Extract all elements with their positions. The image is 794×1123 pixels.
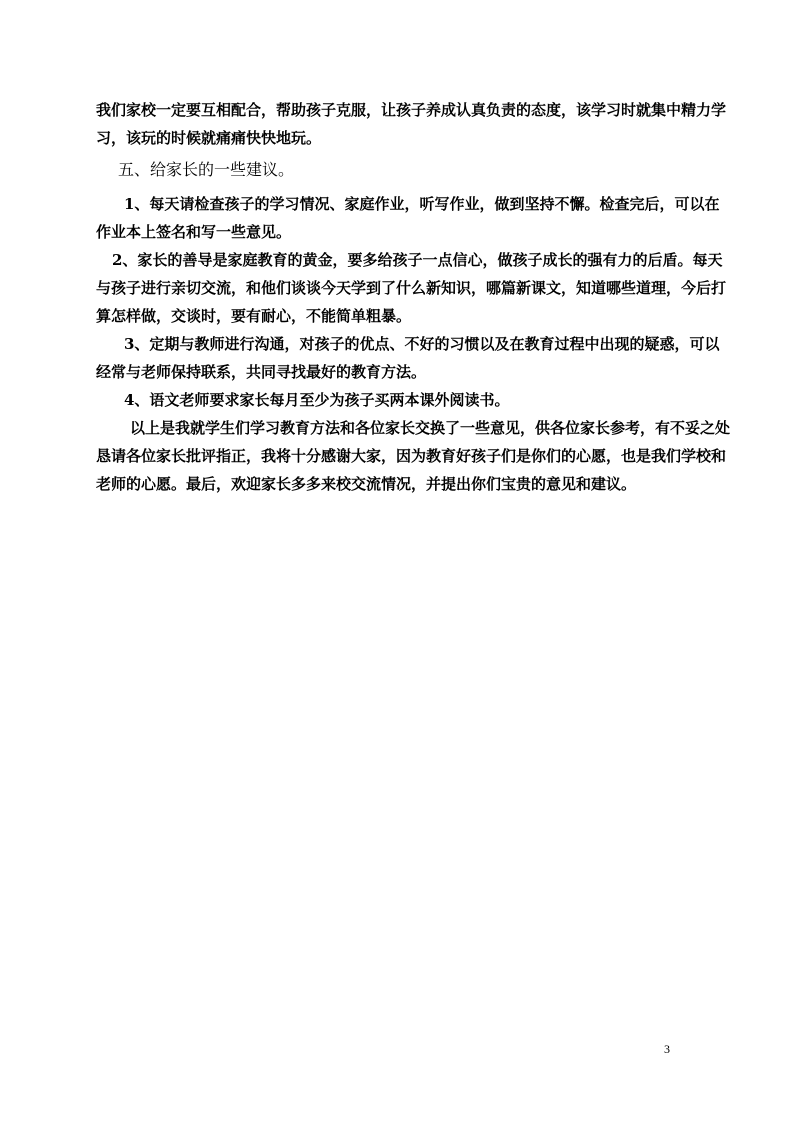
suggestion-3: 3、定期与教师进行沟通，对孩子的优点、不好的习惯以及在教育过程中出现的疑惑，可以经常与老师保持联系，共同寻找最好的教育方法。 bbox=[96, 335, 720, 381]
suggestion-1: 1、每天请检查孩子的学习情况、家庭作业，听写作业，做到坚持不懈。检查完后，可以在作业本上签名和写一些意见。 bbox=[96, 195, 720, 241]
document-body bbox=[96, 96, 730, 498]
closing-paragraph: 以上是我就学生们学习教育方法和各位家长交换了一些意见，供各位家长参考，有不妥之处恳请各位家长批评指正，我将十分感谢大家，因为教育好孩子们是你们的心愿，也是我们学校和老师的心愿。最后，欢迎家长多多来校交流情况，并提出你们宝贵的意见和建议。 bbox=[96, 419, 731, 493]
suggestion-2: 2、家长的善导是家庭教育的黄金，要多给孩子一点信心，做孩子成长的强有力的后盾。每天与孩子进行亲切交流，和他们谈谈今天学到了什么新知识，哪篇新课文，知道哪些道理，今后打算怎样做，交谈时，要有耐心，不能简单粗暴。 bbox=[96, 251, 727, 325]
page-number: 3 bbox=[664, 1042, 670, 1056]
suggestion-4: 4、语文老师要求家长每月至少为孩子买两本课外阅读书。 bbox=[124, 391, 510, 409]
section-heading: 五、给家长的一些建议。 bbox=[118, 160, 295, 179]
paragraph-continuation: 我们家校一定要互相配合，帮助孩子克服，让孩子养成认真负责的态度，该学习时就集中精力学习，该玩的时候就痛痛快快地玩。 bbox=[96, 101, 727, 147]
